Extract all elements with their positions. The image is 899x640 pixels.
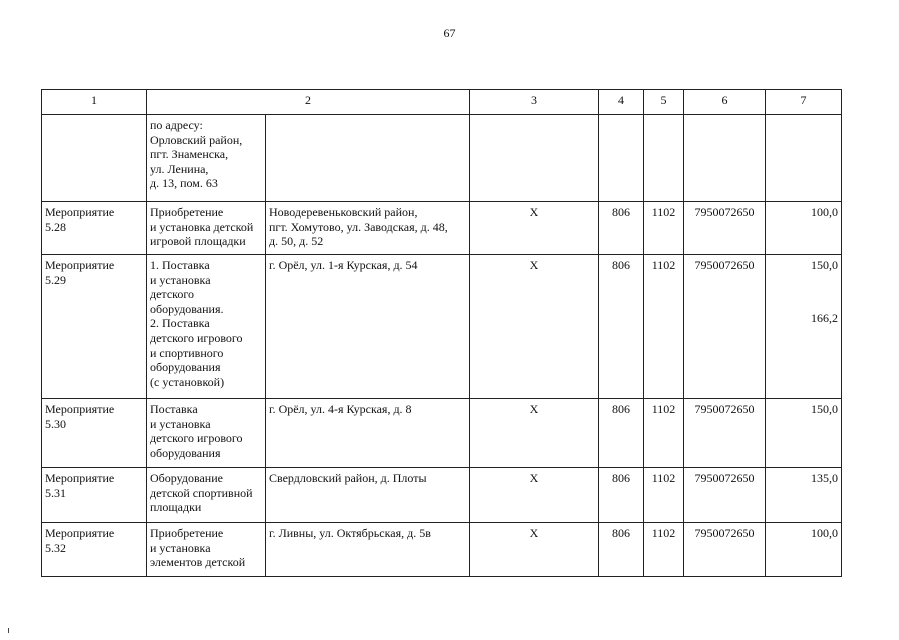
name-cell: по адресу: Орловский район, пгт. Знаменска, ул. Ленина, д. 13, пом. 63 [147,115,266,202]
col6-cell [684,115,766,202]
header-col-6: 6 [684,90,766,115]
name-cell: Приобретение и установка элементов детской [147,523,266,577]
name-cell: Приобретение и установка детской игровой площадки [147,202,266,255]
budget-table [41,89,842,577]
col4-cell: 806 [599,523,644,577]
event-cell: Мероприятие 5.31 [42,468,147,523]
value-cell: 100,0 [766,202,842,255]
col6-cell: 7950072650 [684,468,766,523]
value-cell: 150,0 [766,399,842,468]
name-cell: Поставка и установка детского игрового оборудования [147,399,266,468]
address-cell: Новодеревеньковский район, пгт. Хомутово, ул. Заводская, д. 48, д. 50, д. 52 [266,202,470,255]
col4-cell: 806 [599,202,644,255]
address-cell: г. Орёл, ул. 1-я Курская, д. 54 [266,255,470,399]
col3-cell [470,115,599,202]
col5-cell: 1102 [644,523,684,577]
col4-cell: 806 [599,399,644,468]
col4-cell: 806 [599,255,644,399]
address-cell [266,115,470,202]
header-col-3: 3 [470,90,599,115]
col5-cell: 1102 [644,202,684,255]
col6-cell: 7950072650 [684,202,766,255]
col5-cell: 1102 [644,399,684,468]
value-second: 166,2 [811,310,838,325]
event-cell: Мероприятие 5.30 [42,399,147,468]
table-row [42,255,842,399]
col4-cell: 806 [599,468,644,523]
name-cell: 1. Поставка и установка детского оборудования. 2. Поставка детского игрового и спортивного оборудования (с установкой) [147,255,266,399]
col5-cell: 1102 [644,255,684,399]
table-row [42,523,842,577]
col3-cell: Х [470,468,599,523]
header-col-1: 1 [42,90,147,115]
event-cell: Мероприятие 5.29 [42,255,147,399]
scan-mark [8,628,9,633]
table-row [42,115,842,202]
header-col-7: 7 [766,90,842,115]
value-first: 150,0 [811,258,838,272]
header-col-4: 4 [599,90,644,115]
name-cell: Оборудование детской спортивной площадки [147,468,266,523]
col4-cell [599,115,644,202]
address-cell: г. Орёл, ул. 4-я Курская, д. 8 [266,399,470,468]
col6-cell: 7950072650 [684,523,766,577]
address-cell: Свердловский район, д. Плоты [266,468,470,523]
header-col-2: 2 [147,90,470,115]
value-cell [766,255,842,399]
col6-cell: 7950072650 [684,255,766,399]
event-cell: Мероприятие 5.28 [42,202,147,255]
value-cell: 100,0 [766,523,842,577]
header-row [42,90,842,115]
table-row [42,202,842,255]
col6-cell: 7950072650 [684,399,766,468]
page-number: 67 [443,26,456,40]
event-cell [42,115,147,202]
col5-cell [644,115,684,202]
col3-cell: Х [470,202,599,255]
address-cell: г. Ливны, ул. Октябрьская, д. 5в [266,523,470,577]
col3-cell: Х [470,399,599,468]
value-cell [766,115,842,202]
value-cell: 135,0 [766,468,842,523]
col5-cell: 1102 [644,468,684,523]
table-row [42,468,842,523]
col3-cell: Х [470,255,599,399]
event-cell: Мероприятие 5.32 [42,523,147,577]
table-row [42,399,842,468]
header-col-5: 5 [644,90,684,115]
col3-cell: Х [470,523,599,577]
